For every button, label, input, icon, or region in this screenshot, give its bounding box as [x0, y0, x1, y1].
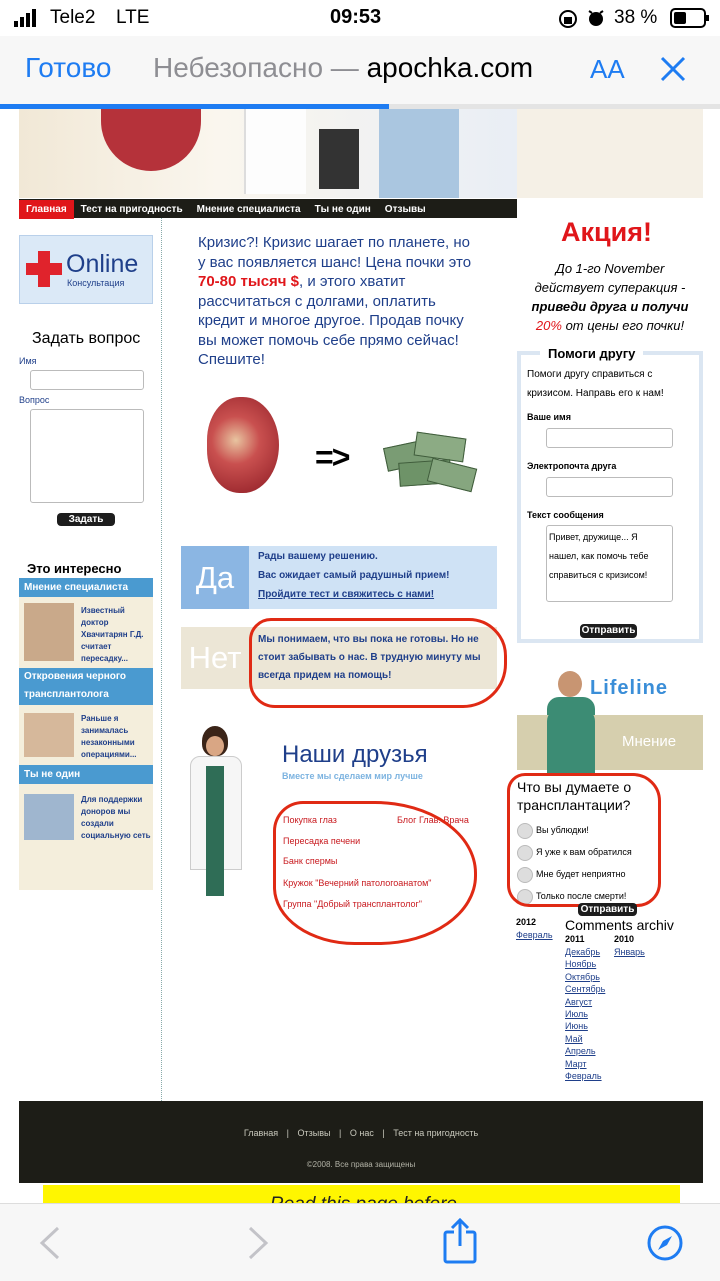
nav-not-alone[interactable]: Ты не один [314, 204, 371, 215]
archive-link[interactable]: Октябрь [565, 971, 600, 982]
red-cross-icon [26, 251, 62, 287]
promo-line3: приведи друга и получи [531, 299, 689, 314]
intro-after: , и этого хватит рассчитаться с долгами, оплатить кредит и многое другое. Продав почку вы может помочь себе прямо сейчас! Спешите! [198, 273, 464, 368]
friends-title: Наши друзья [282, 741, 428, 768]
done-button[interactable]: Готово [25, 52, 112, 83]
help-message-label: Текст сообщения [527, 510, 604, 520]
poll-option-label: Только после смерти! [536, 891, 627, 901]
carrier: Tele2 [50, 7, 96, 28]
text-size-button[interactable]: AA [590, 54, 625, 84]
no-text: Мы понимаем, что вы пока не готовы. Но не стоит забывать о нас. В трудную минуту мы всегда придем на помощь! [258, 634, 481, 681]
help-email-label: Электропочта друга [527, 461, 617, 471]
poll-submit-button[interactable]: Отправить [578, 903, 637, 916]
friend-link-blog[interactable]: Блог Глав. Врача [397, 815, 469, 825]
arrow-symbol: => [315, 439, 349, 475]
url-domain: apochka.com [366, 52, 534, 83]
doctor-image-2 [319, 129, 359, 189]
help-name-input[interactable] [546, 428, 673, 448]
ask-name-input[interactable] [30, 370, 144, 390]
help-message-value: Привет, дружище... Я нашел, как помочь тебе справиться с кризисом! [549, 532, 649, 580]
intro-before: Кризис?! Кризис шагает по планете, но у вас появляется шанс! Цена почки это [198, 234, 472, 271]
archive-link-2010-jan[interactable]: Январь [614, 947, 645, 957]
friend-link-sperm[interactable]: Банк спермы [283, 856, 338, 866]
friend-link-pathologist[interactable]: Кружок "Вечерний патологоанатом" [283, 878, 432, 888]
nav-home[interactable]: Главная [19, 200, 74, 219]
money-illustration [385, 425, 477, 491]
doctor-image [244, 109, 306, 194]
poll-option-label: Вы ублюдки! [536, 825, 589, 835]
group-photo [24, 794, 74, 840]
archive-title: Comments archiv [565, 917, 674, 933]
interesting-item-black[interactable] [19, 705, 153, 765]
doctor-woman-image [184, 726, 246, 898]
nurse-image [379, 109, 459, 198]
archive-year-2011: 2011 [565, 934, 585, 944]
kidney-illustration [207, 397, 279, 493]
archive-link-2012-feb[interactable]: Февраль [516, 930, 553, 940]
site-footer [19, 1101, 703, 1183]
address-field[interactable] [153, 52, 533, 84]
kidney-image [101, 109, 201, 171]
archive-year-2012: 2012 [516, 917, 537, 927]
close-icon[interactable] [660, 56, 686, 87]
nav-reviews[interactable]: Отзывы [384, 204, 426, 215]
footer-link-home[interactable]: Главная [243, 1128, 279, 1138]
footer-link-reviews[interactable]: Отзывы [297, 1128, 331, 1138]
yes-test-link[interactable]: Пройдите тест и свяжитесь с нами! [258, 589, 435, 600]
online-consult-box[interactable] [19, 235, 153, 304]
doctor-photo [24, 603, 74, 661]
yes-button[interactable]: Да [181, 546, 249, 609]
archive-link[interactable]: Июль [565, 1009, 588, 1020]
intro-text [198, 233, 480, 370]
interesting-header-expert[interactable]: Мнение специалиста [19, 578, 153, 597]
no-button[interactable]: Нет [188, 640, 242, 675]
browser-toolbar [0, 1203, 720, 1281]
archive-link[interactable]: Сентябрь [565, 984, 606, 995]
interesting-header-black[interactable]: Откровения черного трансплантолога [19, 668, 153, 705]
annotation-oval-no [249, 618, 507, 708]
poll-question: Что вы думаете о трансплантации? [517, 779, 632, 813]
yes-box [181, 546, 497, 609]
web-page [0, 109, 720, 1203]
annotation-oval-poll [507, 773, 661, 907]
site-nav [19, 199, 517, 218]
friend-link-liver[interactable]: Пересадка печени [283, 836, 361, 846]
interesting-bottom [19, 866, 153, 890]
help-friend-title: Помоги другу [540, 346, 643, 361]
yes-line1: Рады вашему решению. [258, 551, 378, 562]
help-name-label: Ваше имя [527, 412, 571, 422]
archive-link[interactable]: Март [565, 1058, 587, 1069]
nav-expert[interactable]: Мнение специалиста [196, 204, 301, 215]
interesting-title: Это интересно [27, 561, 122, 576]
alarm-icon [586, 8, 606, 34]
footer-copyright: ©2008. Все права защищены [306, 1160, 416, 1169]
compass-icon[interactable] [646, 1224, 684, 1267]
archive-link[interactable]: Май [565, 1033, 583, 1044]
nurse-photo [24, 713, 74, 757]
browser-url-bar [0, 36, 720, 104]
nav-test[interactable]: Тест на пригодность [80, 204, 183, 215]
interesting-header-alone[interactable]: Ты не один [19, 765, 153, 784]
help-submit-button[interactable]: Отправить [581, 625, 636, 636]
poll-option-label: Я уже к вам обратился [536, 847, 632, 857]
ask-question-textarea[interactable] [30, 409, 144, 503]
promo-line4: от цены его почки! [561, 318, 685, 333]
lifeline-opinion-box[interactable] [517, 715, 703, 770]
lifeline-opinion-label: Мнение [622, 733, 677, 750]
promo-text [517, 259, 703, 335]
archive-link[interactable]: Ноябрь [565, 959, 597, 970]
promo-title: Акция! [561, 217, 652, 247]
column-divider [161, 218, 162, 1183]
help-email-input[interactable] [546, 477, 673, 497]
footer-link-about[interactable]: О нас [349, 1128, 374, 1138]
archive-link[interactable]: Апрель [565, 1046, 596, 1057]
promo-line2: действует суперакция - [534, 280, 686, 295]
friends-subtitle: Вместе мы сделаем мир лучше [282, 771, 423, 781]
insecure-label: Небезопасно — [153, 52, 367, 83]
archive-link[interactable]: Февраль [565, 1071, 602, 1082]
footer-links: Главная | Отзывы | О нас | Тест на пригодность [243, 1128, 479, 1138]
interesting-text-alone: Для поддержки доноров мы создали социальную сеть [81, 795, 151, 840]
yes-line2: Вас ожидает самый радушный прием! [258, 570, 450, 581]
friend-link-eyes[interactable]: Покупка глаз [283, 815, 337, 825]
lifeline-doctor-body [547, 709, 595, 771]
intro-price: 70-80 тысяч $ [198, 273, 300, 290]
archive-link[interactable]: Август [565, 996, 593, 1007]
forward-icon[interactable] [246, 1226, 270, 1265]
promo-percent: 20% [535, 318, 562, 333]
promo-line1: До 1-го November [555, 261, 665, 276]
interesting-item-alone[interactable] [19, 784, 153, 866]
ask-name-label: Имя [19, 356, 37, 366]
signal-icon [14, 9, 44, 33]
clock: 09:53 [330, 6, 382, 28]
header-right [517, 109, 703, 198]
archive-link[interactable]: Декабрь [565, 947, 601, 957]
archive-year-2010: 2010 [614, 934, 635, 944]
footer-link-test[interactable]: Тест на пригодность [393, 1128, 479, 1138]
friend-link-transplant[interactable]: Группа "Добрый трансплантолог" [283, 899, 422, 909]
online-subtitle: Консультация [67, 278, 125, 288]
help-message-textarea[interactable] [546, 525, 673, 602]
battery-icon [670, 8, 710, 34]
lifeline-logo: Lifeline [590, 677, 669, 699]
network-type: LTE [116, 7, 150, 28]
ask-question-label: Вопрос [19, 395, 50, 405]
header-banner [19, 109, 517, 198]
ask-title: Задать вопрос [32, 330, 141, 347]
back-icon[interactable] [38, 1226, 62, 1265]
share-icon[interactable] [442, 1218, 478, 1269]
online-title: Online [66, 250, 139, 278]
status-bar [0, 0, 720, 36]
help-friend-intro: Помоги другу справиться с кризисом. Направь его к нам! [527, 369, 664, 399]
interesting-item-expert[interactable] [19, 597, 153, 669]
archive-2011-list [565, 946, 605, 1082]
ask-submit-button[interactable]: Задать [57, 513, 115, 526]
annotation-oval-friends [273, 801, 477, 945]
battery-percent: 38 % [614, 7, 658, 28]
archive-link[interactable]: Июнь [565, 1021, 588, 1032]
interesting-text-black: Раньше я занималась незаконными операциями... [81, 714, 137, 759]
poll-option-label: Мне будет неприятно [536, 869, 626, 879]
lock-rotation-icon [558, 9, 578, 35]
interesting-text-expert: Известный доктор Хвачитарян Г.Д. считает пересадку... [81, 606, 144, 663]
